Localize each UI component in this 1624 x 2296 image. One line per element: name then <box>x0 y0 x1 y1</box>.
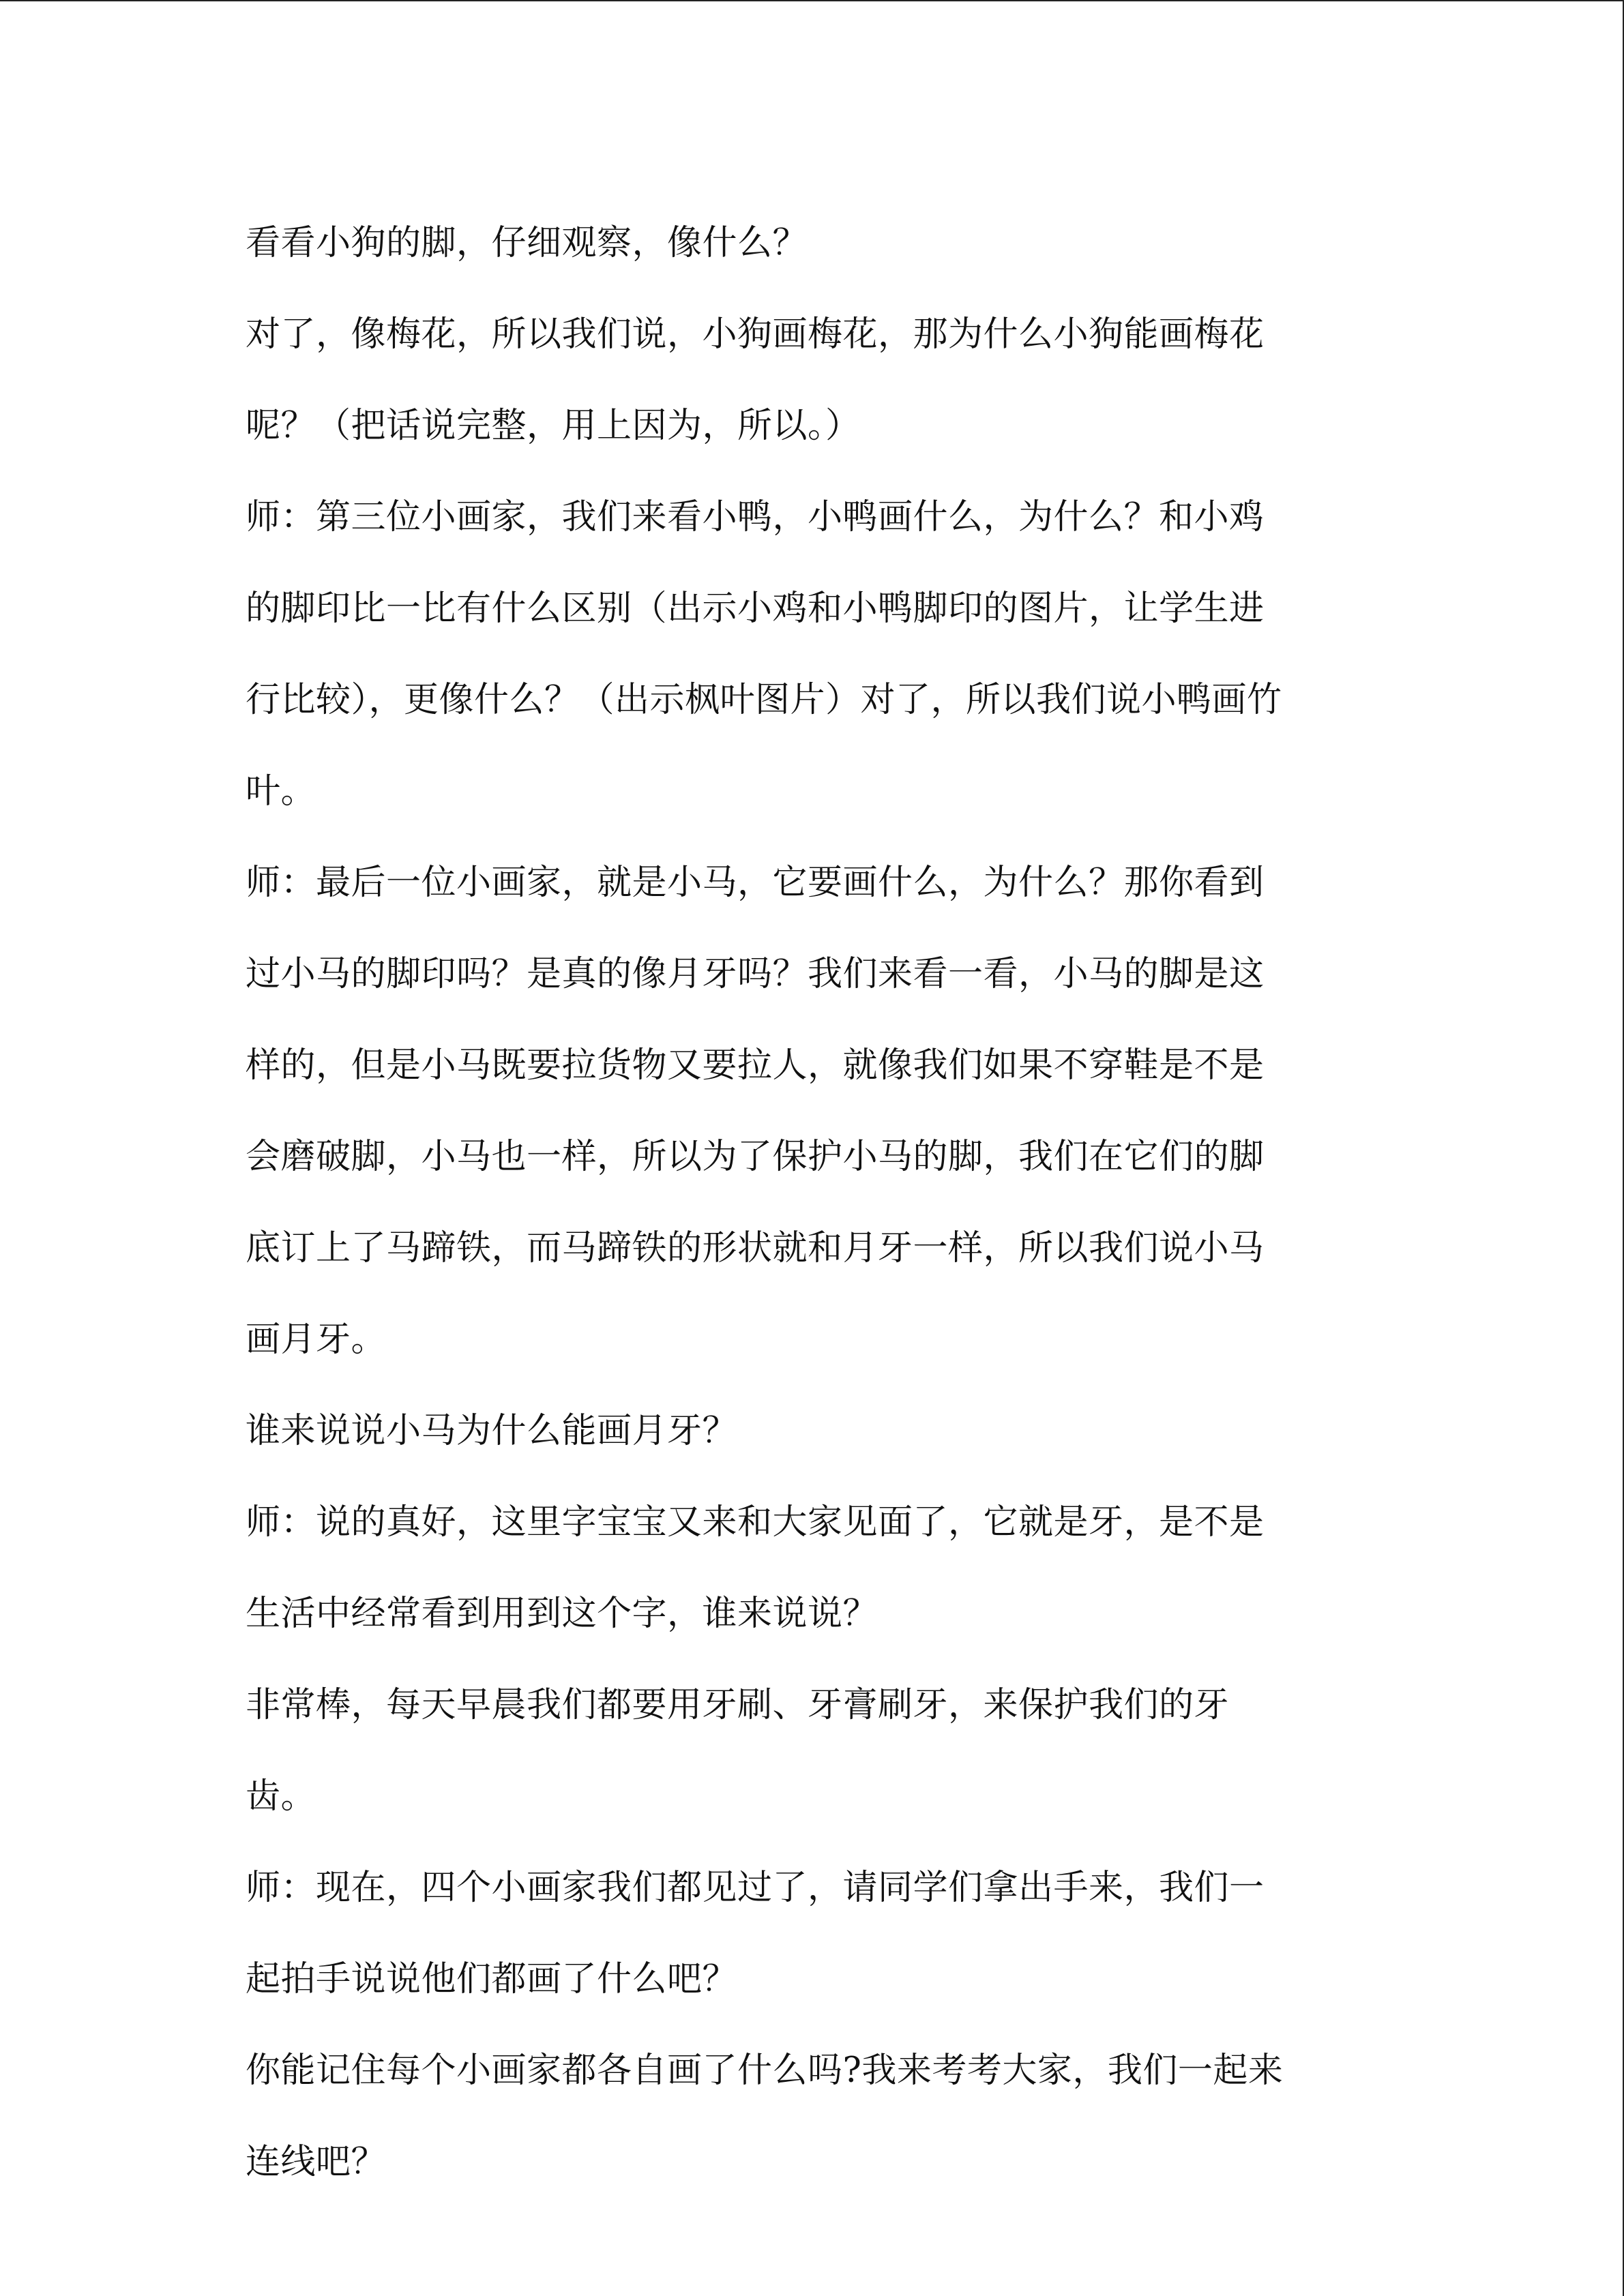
text-line-9: 过小马的脚印吗？是真的像月牙吗？我们来看一看，小马的脚是这 <box>246 954 1265 994</box>
text-line-7: 叶。 <box>246 771 316 811</box>
text-line-10: 样的，但是小马既要拉货物又要拉人，就像我们如果不穿鞋是不是 <box>246 1045 1265 1086</box>
text-line-5: 的脚印比一比有什么区别（出示小鸡和小鸭脚印的图片，让学生进 <box>246 588 1265 629</box>
text-line-12: 底订上了马蹄铁，而马蹄铁的形状就和月牙一样，所以我们说小马 <box>246 1228 1265 1268</box>
text-line-3: 呢？（把话说完整，用上因为，所以。） <box>246 406 861 446</box>
text-line-14: 谁来说说小马为什么能画月牙？ <box>246 1411 738 1451</box>
text-line-20: 起拍手说说他们都画了什么吧？ <box>246 1959 738 1999</box>
text-line-13: 画月牙。 <box>246 1320 387 1360</box>
text-line-15: 师：说的真好，这里字宝宝又来和大家见面了，它就是牙，是不是 <box>246 1502 1265 1542</box>
text-line-6: 行比较），更像什么？（出示枫叶图片）对了，所以我们说小鸭画竹 <box>246 680 1282 720</box>
text-line-11: 会磨破脚，小马也一样，所以为了保护小马的脚，我们在它们的脚 <box>246 1137 1265 1177</box>
text-line-21: 你能记住每个小画家都各自画了什么吗?我来考考大家，我们一起来 <box>246 2051 1284 2091</box>
text-line-18: 齿。 <box>246 1776 316 1817</box>
text-line-1: 看看小狗的脚，仔细观察，像什么？ <box>246 223 808 263</box>
text-line-8: 师：最后一位小画家，就是小马，它要画什么，为什么？那你看到 <box>246 863 1265 903</box>
text-line-16: 生活中经常看到用到这个字，谁来说说？ <box>246 1594 879 1634</box>
text-line-2: 对了，像梅花，所以我们说，小狗画梅花，那为什么小狗能画梅花 <box>246 314 1265 355</box>
document-body <box>246 198 1378 2208</box>
text-line-19: 师：现在，四个小画家我们都见过了，请同学们拿出手来，我们一 <box>246 1868 1265 1908</box>
text-line-4: 师：第三位小画家，我们来看小鸭，小鸭画什么，为什么？和小鸡 <box>246 497 1265 537</box>
text-line-17: 非常棒，每天早晨我们都要用牙刷、牙膏刷牙，来保护我们的牙 <box>246 1685 1230 1725</box>
text-line-22: 连线吧？ <box>246 2142 387 2182</box>
